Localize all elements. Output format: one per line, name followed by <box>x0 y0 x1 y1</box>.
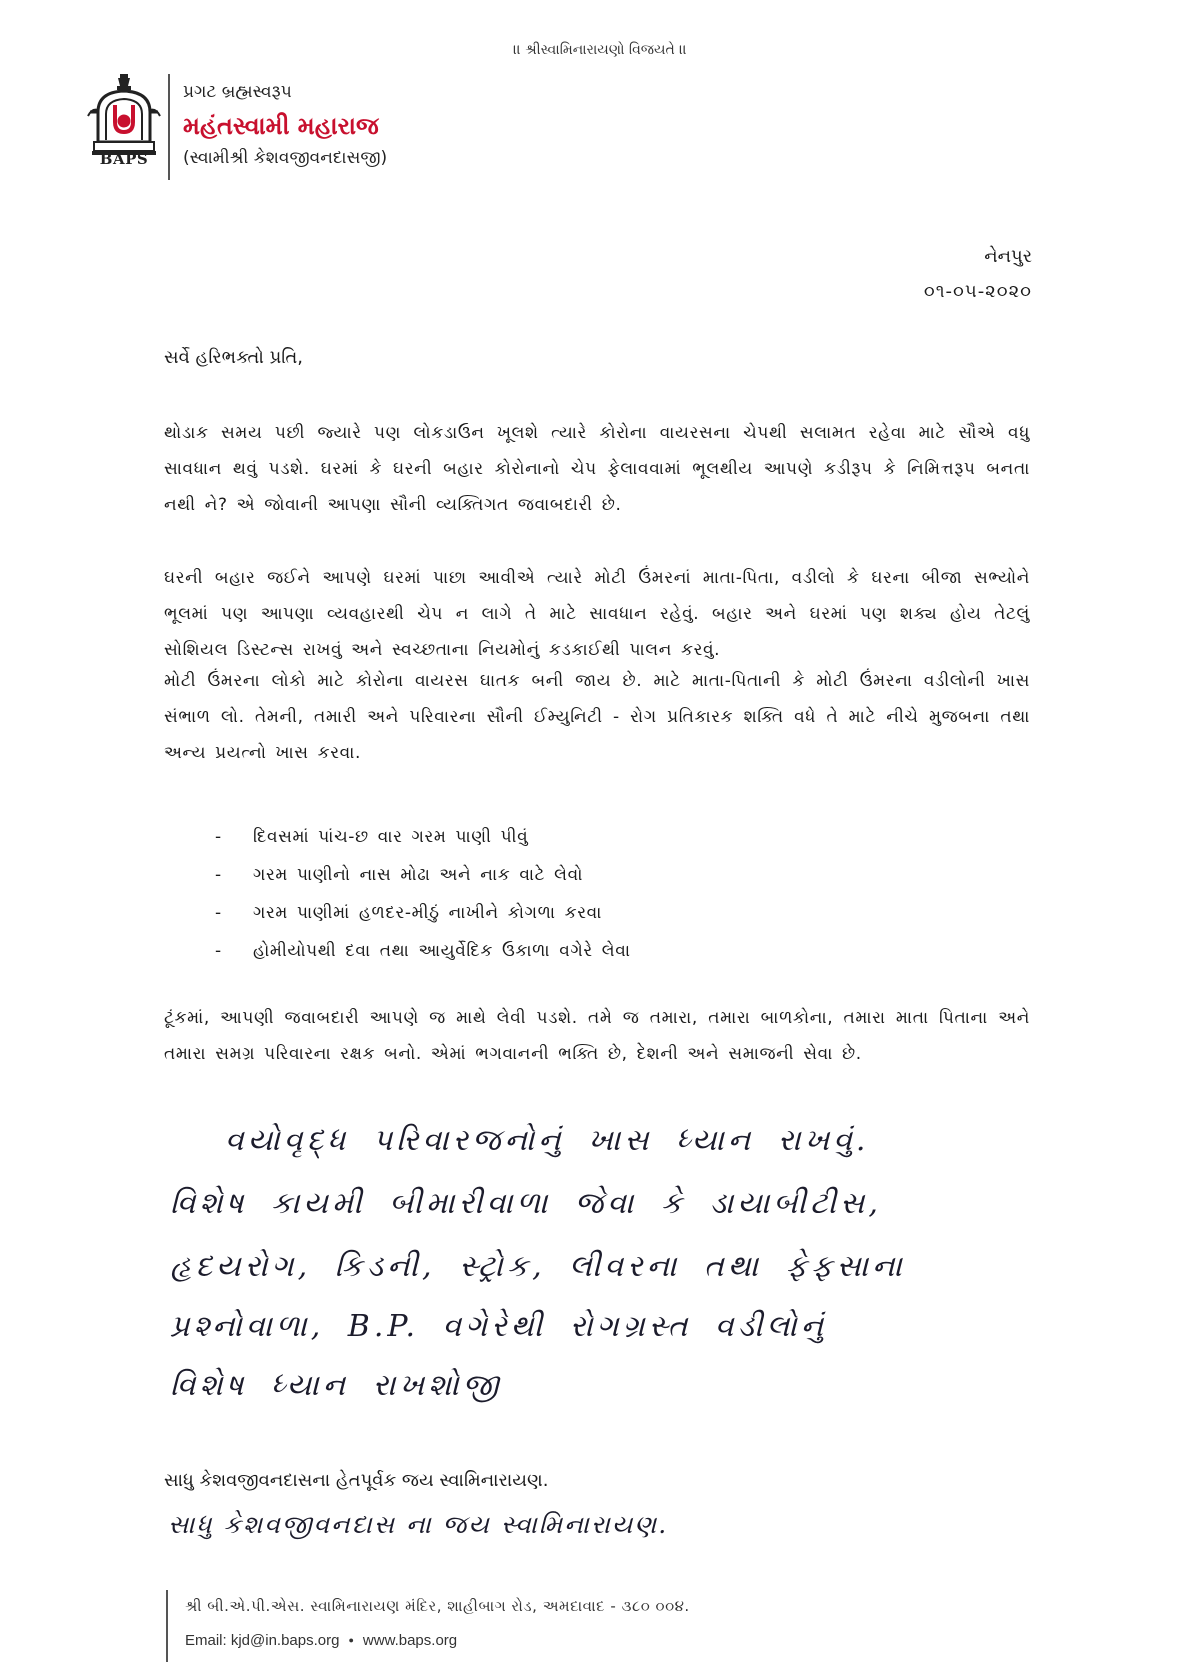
list-item <box>215 818 631 856</box>
salutation: સર્વે હરિભક્તો પ્રતિ, <box>164 347 303 368</box>
footer-divider <box>166 1590 168 1662</box>
footer-email: Email: kjd@in.baps.org <box>185 1632 340 1649</box>
advice-list <box>215 818 631 970</box>
header-alias: (સ્વામીશ્રી કેશવજીવનદાસજી) <box>183 148 388 168</box>
letter-place: નેનપુર <box>984 246 1032 267</box>
bullet-marker: - <box>215 941 222 961</box>
list-item <box>215 856 631 894</box>
footer-address: શ્રી બી.એ.પી.એસ. સ્વામિનારાયણ મંદિર, શાહીબાગ રોડ, અમદાવાદ - ૩૮૦ ૦૦૪. <box>185 1597 690 1615</box>
bullet-marker: - <box>215 865 222 885</box>
footer-website: www.baps.org <box>362 1632 458 1649</box>
list-item <box>215 894 631 932</box>
handwritten-line-4: પ્રશ્નોવાળા, B.P. વગેરેથી રોગગ્રસ્ત વડીલોનું <box>170 1309 828 1344</box>
invocation-line: ।। શ્રીસ્વામિનારાયણો વિજયતે ।। <box>513 42 687 58</box>
handwritten-signature: સાધુ કેશવજીવનદાસ ના જય સ્વામિનારાયણ. <box>168 1510 669 1539</box>
list-item-text: હોમીયોપથી દવા તથા આયુર્વેદિક ઉકાળા વગેરે લેવા <box>253 941 631 961</box>
paragraph-2: ઘરની બહાર જઈને આપણે ઘરમાં પાછા આવીએ ત્યારે મોટી ઉંમરનાં માતા-પિતા, વડીલો કે ઘરના બીજા સભ્યોને ભૂલમાં પણ આપણા વ્યવહારથી ચેપ ન લાગે તે માટે સાવધાન રહેવું. બહાર અને ઘરમાં પણ શક્ય હોય તેટલું સોશિયલ ડિસ્ટન્સ રાખવું અને સ્વચ્છતાના નિયમોનું કડકાઈથી પાલન કરવું. <box>164 568 1030 660</box>
bullet-marker: - <box>215 903 222 923</box>
footer-separator: ● <box>348 1635 354 1645</box>
paragraph-4: ટૂંકમાં, આપણી જવાબદારી આપણે જ માથે લેવી પડશે. તમે જ તમારા, તમારા બાળકોના, તમારા માતા પિતાના અને તમારા સમગ્ર પરિવારના રક્ષક બનો. એમાં ભગવાનની ભક્તિ છે, દેશની અને સમાજની સેવા છે. <box>164 1008 1030 1064</box>
bullet-marker: - <box>215 827 222 847</box>
paragraph-3: મોટી ઉંમરના લોકો માટે કોરોના વાયરસ ઘાતક બની જાય છે. માટે માતા-પિતાની કે મોટી ઉંમરના વડીલોની ખાસ સંભાળ લો. તેમની, તમારી અને પરિવારના સૌની ઈમ્યુનિટી - રોગ પ્રતિકારક શક્તિ વધે તે માટે નીચે મુજબના તથા અન્ય પ્રયત્નો ખાસ કરવા. <box>164 671 1030 763</box>
list-item-text: ગરમ પાણીનો નાસ મોઢા અને નાક વાટે લેવો <box>253 865 584 885</box>
handwritten-line-2: વિશેષ કાયમી બીમારીવાળા જેવા કે ડાયાબીટીસ, <box>170 1186 882 1221</box>
list-item-text: ગરમ પાણીમાં હળદર-મીઠું નાખીને કોગળા કરવા <box>253 903 602 923</box>
list-item-text: દિવસમાં પાંચ-છ વાર ગરમ પાણી પીવું <box>253 827 529 847</box>
logo-wordmark: BAPS <box>99 150 149 168</box>
handwritten-line-1: વયોવૃદ્ધ પરિવારજનોનું ખાસ ધ્યાન રાખવું. <box>225 1123 870 1158</box>
paragraph-1: થોડાક સમય પછી જ્યારે પણ લોકડાઉન ખૂલશે ત્યારે કોરોના વાયરસના ચેપથી સલામત રહેવા માટે સૌએ વધુ સાવધાન થવું પડશે. ઘરમાં કે ઘરની બહાર કોરોનાનો ચેપ ફેલાવવામાં ભૂલથીય આપણે કડીરૂપ કે નિમિત્તરૂપ બનતા નથી ને? એ જોવાની આપણા સૌની વ્યક્તિગત જવાબદારી છે. <box>164 423 1030 515</box>
footer-contact <box>185 1632 457 1649</box>
handwritten-line-5: વિશેષ ધ્યાન રાખશોજી <box>170 1368 503 1403</box>
list-item <box>215 932 631 970</box>
header-name: મહંતસ્વામી મહારાજ <box>183 112 379 140</box>
handwritten-line-3: હૃદયરોગ, કિડની, સ્ટ્રોક, લીવરના તથા ફેફસાના <box>170 1249 906 1284</box>
header-divider <box>168 74 170 180</box>
closing-line: સાધુ કેશવજીવનદાસના હેતપૂર્વક જય સ્વામિનારાયણ. <box>164 1470 549 1491</box>
letter-date: ૦૧-૦૫-૨૦૨૦ <box>923 281 1032 302</box>
header-title-line: પ્રગટ બ્રહ્મસ્વરૂપ <box>183 82 292 102</box>
